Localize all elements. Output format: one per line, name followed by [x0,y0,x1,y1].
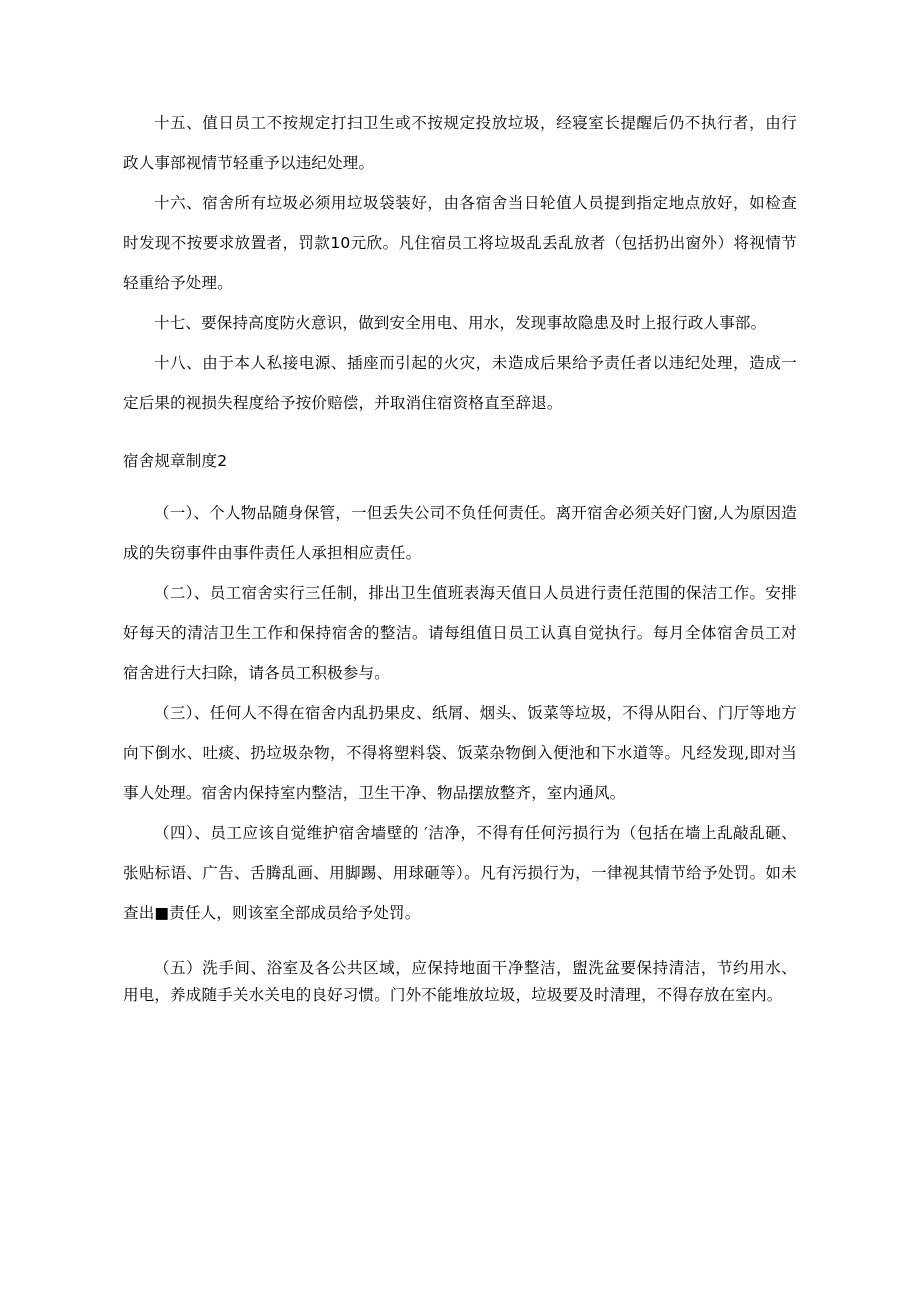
paragraph-item-5: （五）洗手间、浴室及各公共区域，应保持地面干净整洁，盥洗盆要保持清洁，节约用水、用电，养成随手关水关电的良好习惯。门外不能堆放垃圾，垃圾要及时清理，不得存放在室内。 [123,959,797,1004]
section-heading: 宿舍规章制度2 [123,452,228,470]
paragraph-item-4: （四）、员工应该自觉维护宿舍墙壁的 ′洁净，不得有任何污损行为（包括在墙上乱敲乱砸、张贴标语、广告、舌腾乱画、用脚踢、用球砸等）。凡有污损行为，一律视其情节给予处罚。如未查出■责任人，则该室全部成员给予处罚。 [123,824,797,922]
document-text-column [123,0,797,1009]
heading-spacer [123,423,797,441]
paragraph-item-15: 十五、值日员工不按规定打扫卫生或不按规定投放垃圾，经寝室长提醒后仍不执行者，由行政人事部视情节轻重予以违纪处理。 [123,114,797,172]
post-heading-spacer [123,481,797,493]
paragraph-item-16: 十六、宿舍所有垃圾必须用垃圾袋装好，由各宿舍当日轮值人员提到指定地点放好，如检查时发现不按要求放置者，罚款10元欣。凡住宿员工将垃圾乱丢乱放者（包括扔出窗外）将视情节轻重给予处理。 [123,194,797,292]
paragraph-item-17: 十七、要保持高度防火意识，做到安全用电、用水，发现事故隐患及时上报行政人事部。 [154,314,767,332]
paragraph-item-2: （二）、员工宿舍实行三任制，排出卫生值班表海天值日人员进行责任范围的保洁工作。安排好每天的清洁卫生工作和保持宿舍的整洁。请每组值日员工认真自觉执行。每月全体宿舍员工对宿舍进行大扫除，请各员工积极参与。 [123,584,797,682]
paragraph-item-1: （一）、个人物品随身保管，一但丢失公司不负任何责任。离开宿舍必须关好门窗,人为原因造成的失窃事件由事件责任人承担相应责任。 [123,504,797,562]
top-margin-spacer [123,0,797,103]
paragraph-item-18: 十八、由于本人私接电源、插座而引起的火灾，未造成后果给予责任者以违纪处理，造成一定后果的视损失程度给予按价赔偿，并取消住宿资格直至辞退。 [123,354,797,412]
pre-final-paragraph-spacer [123,933,797,955]
paragraph-item-3: （三）、任何人不得在宿舍内乱扔果皮、纸屑、烟头、饭菜等垃圾，不得从阳台、门厅等地方向下倒水、吐痰、扔垃圾杂物，不得将塑料袋、饭菜杂物倒入便池和下水道等。凡经发现,即对当事人处理。宿舍内保持室内整洁，卫生干净、物品摆放整齐，室内通风。 [123,704,797,802]
